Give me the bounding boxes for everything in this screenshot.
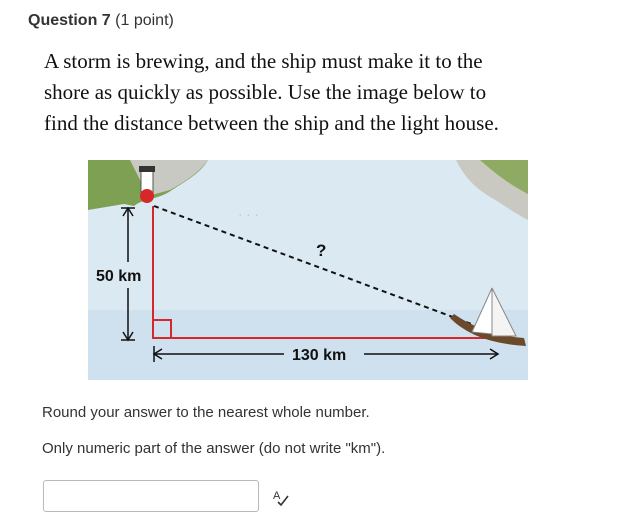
unknown-label: ? <box>316 241 327 260</box>
vertical-label: 50 km <box>96 268 142 285</box>
lighthouse-icon <box>139 166 155 203</box>
prompt-line-1: A storm is brewing, and the ship must make it to the <box>44 49 483 73</box>
rounding-instruction: Round your answer to the nearest whole number. <box>42 404 370 421</box>
question-prompt <box>44 46 584 139</box>
question-header <box>28 12 174 30</box>
question-points: (1 point) <box>115 12 174 29</box>
prompt-line-3: find the distance between the ship and the light house. <box>44 111 499 135</box>
faint-background-text: · · · <box>238 209 259 224</box>
format-instruction: Only numeric part of the answer (do not write "km"). <box>42 440 386 457</box>
prompt-line-2: shore as quickly as possible. Use the image below to <box>44 80 487 104</box>
question-number: Question 7 <box>28 12 111 29</box>
answer-input[interactable] <box>43 480 259 512</box>
spellcheck-icon[interactable] <box>272 488 290 506</box>
lighthouse-ship-diagram <box>88 160 528 380</box>
horizontal-label: 130 km <box>292 347 347 364</box>
svg-text:A: A <box>273 490 281 502</box>
